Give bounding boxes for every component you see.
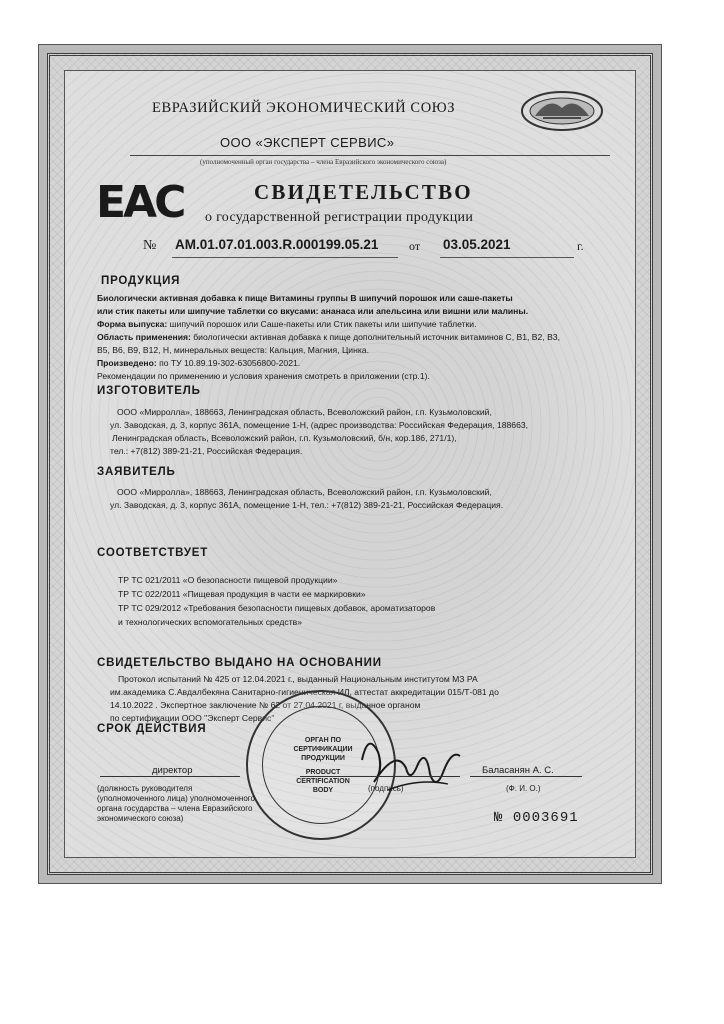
form-label: Форма выпуска: bbox=[97, 319, 168, 329]
scope-label: Область применения: bbox=[97, 332, 191, 342]
signer-name: Баласанян А. С. bbox=[482, 765, 554, 776]
position-underline bbox=[100, 776, 240, 777]
manufacturer-line-1: ООО «Мирролла», 188663, Ленинградская область, Всеволожский район, г.п. Кузьмоловский, bbox=[117, 407, 492, 417]
signature-underline bbox=[300, 776, 460, 777]
stamp-line-5: CERTIFICATION bbox=[296, 778, 350, 785]
conformity-line-4: и технологических вспомогательных средств» bbox=[118, 617, 302, 627]
form-value: шипучий порошок или Саше-пакеты или Стик пакеты или шипучие таблетки. bbox=[169, 319, 477, 329]
manufacturer-heading: ИЗГОТОВИТЕЛЬ bbox=[97, 385, 201, 397]
stamp-line-6: BODY bbox=[312, 787, 334, 794]
caption-left-3: органа государства – члена Евразийского bbox=[97, 804, 253, 813]
manufacturer-line-4: тел.: +7(812) 389-21-21, Российская Федерация. bbox=[110, 446, 303, 456]
basis-line-4: по сертификации ООО "Эксперт Сервис" bbox=[110, 713, 275, 723]
conformity-line-2: ТР ТС 022/2011 «Пищевая продукция в части ее маркировки» bbox=[118, 589, 366, 599]
caption-signature: (подпись) bbox=[368, 784, 404, 793]
caption-left-4: экономического союза) bbox=[97, 814, 184, 823]
eac-mark-icon: ЕАС bbox=[96, 177, 184, 228]
handwritten-signature bbox=[348, 730, 468, 800]
certificate-number: АМ.01.07.01.003.R.000199.05.21 bbox=[175, 237, 379, 252]
serial-number bbox=[494, 810, 579, 826]
produced-label: Произведено: bbox=[97, 358, 157, 368]
applicant-heading: ЗАЯВИТЕЛЬ bbox=[97, 466, 176, 478]
conformity-line-3: ТР ТС 029/2012 «Требования безопасности пищевых добавок, ароматизаторов bbox=[118, 603, 436, 613]
number-underline bbox=[172, 257, 398, 258]
stamp-line-2: СЕРТИФИКАЦИИ bbox=[293, 746, 353, 753]
applicant-line-2: ул. Заводская, д. 3, корпус 361А, помещение 1-Н, тел.: +7(812) 389-21-21, Российская Федерация. bbox=[110, 500, 504, 510]
conformity-heading: СООТВЕТСТВУЕТ bbox=[97, 547, 209, 559]
caption-left-1: (должность руководителя bbox=[97, 784, 193, 793]
organization-name: ООО «ЭКСПЕРТ СЕРВИС» bbox=[220, 135, 395, 150]
eaeu-emblem-icon bbox=[519, 88, 605, 134]
year-suffix: г. bbox=[577, 239, 584, 253]
from-label: от bbox=[409, 239, 421, 253]
union-title: ЕВРАЗИЙСКИЙ ЭКОНОМИЧЕСКИЙ СОЮЗ bbox=[152, 100, 456, 116]
number-label: № bbox=[143, 238, 157, 253]
product-produced bbox=[97, 357, 300, 370]
applicant-line-1: ООО «Мирролла», 188663, Ленинградская область, Всеволожский район, г.п. Кузьмоловский, bbox=[117, 487, 492, 497]
product-scope bbox=[97, 331, 560, 344]
caption-left-2: (уполномоченного лица) уполномоченного bbox=[97, 794, 255, 803]
product-scope-line-2: B5, B6, B9, B12, Н, минеральных веществ: Кальция, Магния, Цинка. bbox=[97, 345, 369, 355]
certificate-date: 03.05.2021 bbox=[443, 237, 511, 252]
validity-heading: СРОК ДЕЙСТВИЯ bbox=[97, 723, 207, 735]
stamp-line-1: ОРГАН ПО bbox=[304, 737, 342, 744]
serial-value: 0003691 bbox=[512, 810, 579, 826]
organization-note: (уполномоченный орган государства – члена Евразийского экономического союза) bbox=[200, 158, 447, 166]
basis-heading: СВИДЕТЕЛЬСТВО ВЫДАНО НА ОСНОВАНИИ bbox=[97, 657, 382, 669]
stamp-line-3: ПРОДУКЦИИ bbox=[301, 755, 345, 762]
manufacturer-line-2: ул. Заводская, д. 3, корпус 361А, помещение 1-Н, (адрес производства: Российская Федерация, 188663, bbox=[110, 420, 529, 430]
certificate-title: СВИДЕТЕЛЬСТВО bbox=[254, 180, 473, 204]
product-heading: ПРОДУКЦИЯ bbox=[101, 275, 181, 287]
stamp-line-4: PRODUCT bbox=[305, 769, 341, 776]
basis-line-3: 14.10.2022 . Экспертное заключение № 62 от 27.04.2021 г, выданное органом bbox=[110, 700, 421, 710]
produced-value: по ТУ 10.89.19-302-63056800-2021. bbox=[159, 358, 301, 368]
product-form bbox=[97, 318, 476, 331]
serial-label: № bbox=[494, 810, 504, 826]
conformity-line-1: ТР ТС 021/2011 «О безопасности пищевой продукции» bbox=[118, 575, 338, 585]
manufacturer-line-3: Ленинградская область, Всеволожский район, г.п. Кузьмоловский, б/н, кор.186, 271/1), bbox=[112, 433, 457, 443]
scope-value: биологически активная добавка к пище дополнительный источник витаминов С, B1, B2, B3, bbox=[193, 332, 560, 342]
signer-position: директор bbox=[152, 765, 193, 776]
certificate-subtitle: о государственной регистрации продукции bbox=[205, 210, 474, 225]
basis-line-2: им.академика С.Авдалбекяна Санитарно-гигиеническая ИЛ, аттестат аккредитации 015/Т-081 до bbox=[110, 687, 499, 697]
product-line-2: или стик пакеты или шипучие таблетки со вкусами: ананаса или апельсина или вишни или малины. bbox=[97, 306, 529, 316]
date-underline bbox=[440, 257, 574, 258]
organization-underline bbox=[130, 155, 610, 156]
basis-line-1: Протокол испытаний № 425 от 12.04.2021 г., выданный Национальным институтом МЗ РА bbox=[118, 674, 478, 684]
name-underline bbox=[470, 776, 582, 777]
caption-fio: (Ф. И. О.) bbox=[506, 784, 541, 793]
product-line-1: Биологически активная добавка к пище Витамины группы В шипучий порошок или саше-пакеты bbox=[97, 293, 513, 303]
product-recommendation: Рекомендации по применению и условия хранения смотреть в приложении (стр.1). bbox=[97, 371, 430, 381]
